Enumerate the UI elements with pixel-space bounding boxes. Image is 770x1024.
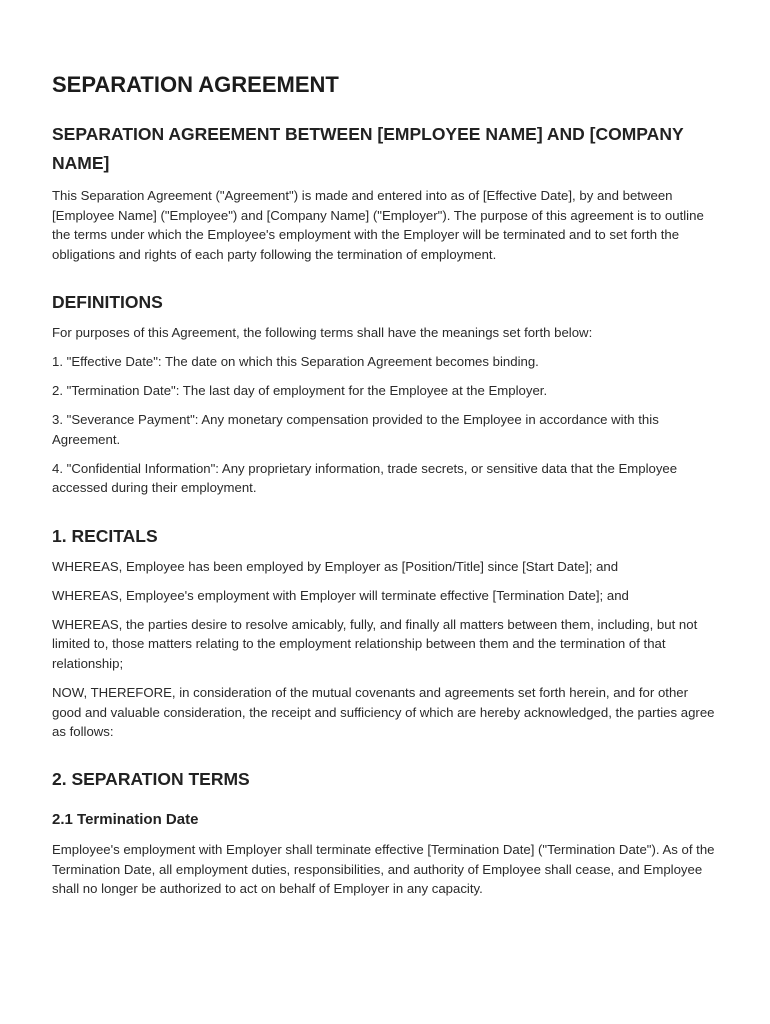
intro-paragraph: This Separation Agreement ("Agreement") is made and entered into as of [Effective Date], by and between [Employee Name] ("Employee") and [Company Name] ("Employer"). The purpose of this agreement is to outline the terms under which the Employee's employment with the Employer will be terminated and to set forth the obligations and rights of each party following the termination of employment. bbox=[52, 188, 704, 262]
recital-paragraph: WHEREAS, the parties desire to resolve amicably, fully, and finally all matters between them, including, but not limited to, those matters relating to the employment relationship between them and the termination of that relationship; bbox=[52, 616, 698, 671]
definition-item: 1. "Effective Date": The date on which this Separation Agreement becomes binding. bbox=[52, 353, 539, 369]
termination-date-paragraph: Employee's employment with Employer shall terminate effective [Termination Date] ("Termination Date"). As of the Termination Date, all employment duties, responsibilities, and authority of Employee shall cease, and Employee shall no longer be authorized to act on behalf of Employer in any capacity. bbox=[52, 842, 715, 897]
agreement-subtitle: SEPARATION AGREEMENT BETWEEN [EMPLOYEE NAME] AND [COMPANY NAME] bbox=[52, 124, 684, 173]
definition-item: 4. "Confidential Information": Any proprietary information, trade secrets, or sensitive data that the Employee accessed during their employment. bbox=[52, 460, 678, 496]
termination-date-heading: 2.1 Termination Date bbox=[52, 811, 199, 829]
definition-item: 2. "Termination Date": The last day of employment for the Employee at the Employer. bbox=[52, 383, 548, 399]
document-title: SEPARATION AGREEMENT bbox=[52, 72, 339, 97]
definition-item: 3. "Severance Payment": Any monetary compensation provided to the Employee in accordance with this Agreement. bbox=[52, 412, 659, 447]
recital-paragraph: WHEREAS, Employee has been employed by Employer as [Position/Title] since [Start Date]; and bbox=[52, 558, 619, 574]
definitions-lead: For purposes of this Agreement, the following terms shall have the meanings set forth below: bbox=[52, 324, 593, 340]
recital-paragraph: WHEREAS, Employee's employment with Employer will terminate effective [Termination Date]; and bbox=[52, 587, 629, 603]
definitions-heading: DEFINITIONS bbox=[52, 291, 163, 312]
recitals-heading: 1. RECITALS bbox=[52, 525, 158, 546]
separation-terms-heading: 2. SEPARATION TERMS bbox=[52, 769, 250, 790]
recital-paragraph: NOW, THEREFORE, in consideration of the mutual covenants and agreements set forth herein, and for other good and valuable consideration, the receipt and sufficiency of which are hereby acknowledged, the parties agree as follows: bbox=[52, 685, 715, 740]
